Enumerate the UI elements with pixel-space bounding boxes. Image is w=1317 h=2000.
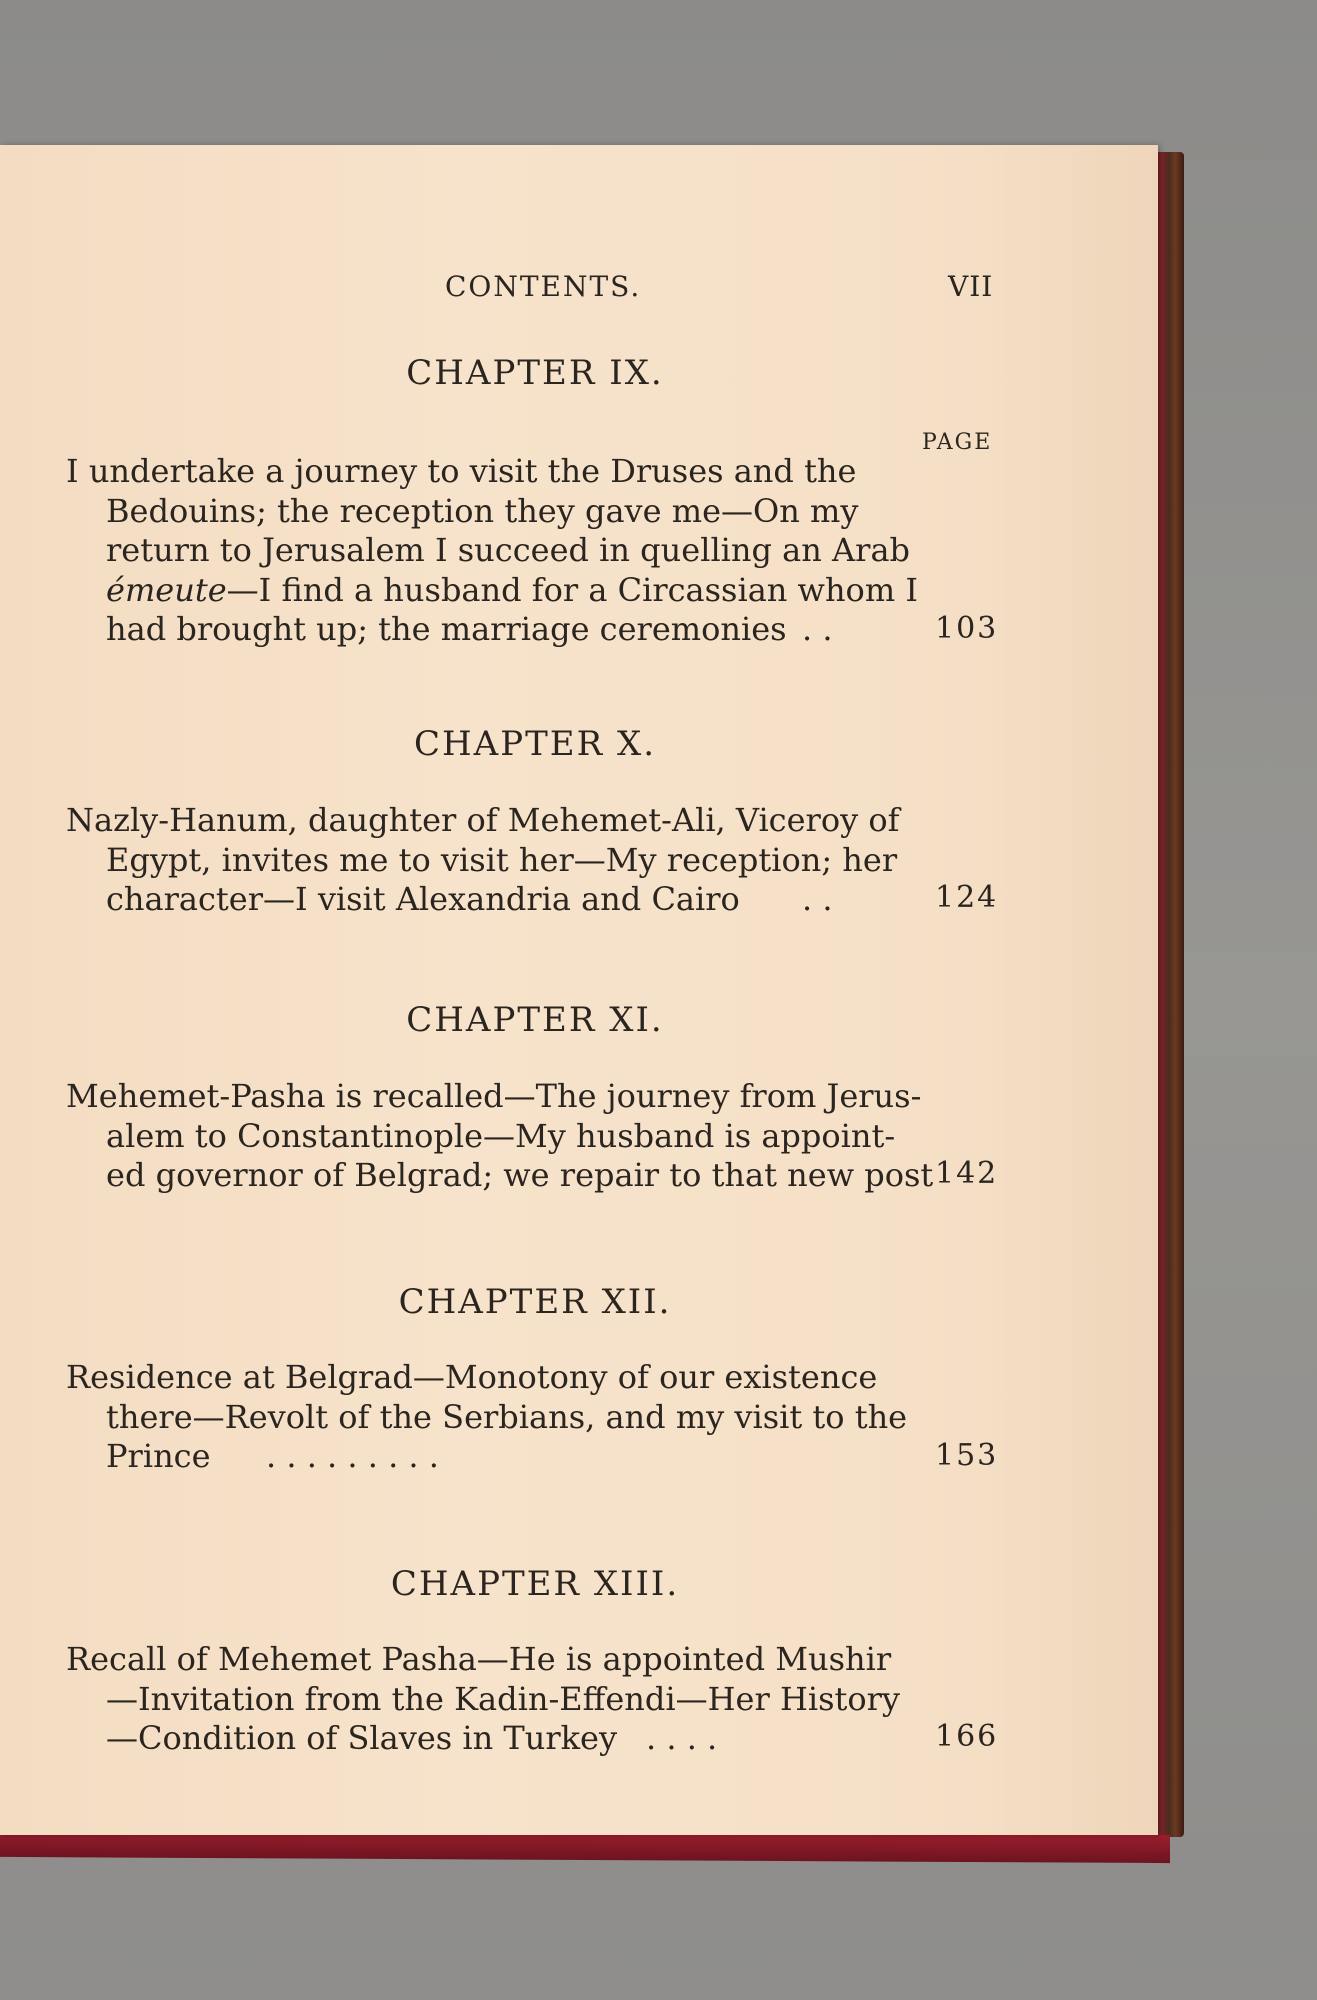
entry-line: [66, 880, 916, 920]
chapter-heading-xii: CHAPTER XII.: [398, 1282, 672, 1322]
entry-line-text: character—I visit Alexandria and Cairo: [106, 880, 740, 918]
toc-entry-xiii: [66, 1640, 916, 1759]
dot-leader: . .: [802, 880, 833, 918]
toc-entry-x: [66, 801, 916, 920]
running-title: CONTENTS.: [445, 270, 642, 303]
entry-line: I undertake a journey to visit the Druses and the: [66, 452, 857, 490]
entry-line: Mehemet-Pasha is recalled—The journey from Jerus-: [66, 1077, 922, 1115]
entry-line-text: Prince: [106, 1437, 211, 1475]
page-column-label: PAGE: [922, 430, 993, 455]
entry-line: Nazly-Hanum, daughter of Mehemet-Ali, Viceroy of: [66, 801, 900, 839]
entry-line: Egypt, invites me to visit her—My reception; her: [106, 840, 898, 879]
toc-entry-xi: [66, 1077, 934, 1196]
entry-line: ed governor of Belgrad; we repair to that new post: [106, 1156, 934, 1194]
italic-word: émeute: [106, 570, 227, 609]
entry-line: [66, 1719, 916, 1759]
entry-line: Recall of Mehemet Pasha—He is appointed Mushir: [66, 1640, 892, 1678]
entry-line-text: had brought up; the marriage ceremonies: [106, 610, 787, 648]
book-page: [0, 145, 1158, 1835]
dot-leader: . .: [802, 610, 833, 648]
page-number: VII: [948, 270, 994, 303]
entry-line: alem to Constantinople—My husband is appoint-: [106, 1116, 896, 1155]
chapter-heading-xi: CHAPTER XI.: [406, 1000, 664, 1040]
dot-leader: . . . . . . . . .: [266, 1437, 439, 1475]
entry-page-number: 153: [935, 1438, 999, 1473]
entry-line: [66, 1437, 916, 1477]
chapter-heading-xiii: CHAPTER XIII.: [390, 1564, 680, 1604]
entry-line: there—Revolt of the Serbians, and my visit to the: [106, 1397, 908, 1436]
entry-page-number: 142: [935, 1156, 999, 1191]
entry-page-number: 124: [935, 880, 999, 915]
entry-line: [66, 610, 916, 650]
toc-entry-ix: [66, 452, 916, 650]
chapter-heading-x: CHAPTER X.: [413, 724, 656, 764]
entry-line: —Invitation from the Kadin-Effendi—Her History: [106, 1679, 900, 1718]
entry-line-text: —Condition of Slaves in Turkey: [106, 1719, 618, 1757]
entry-line: Bedouins; the reception they gave me—On my: [106, 491, 859, 530]
entry-page-number: 103: [935, 611, 999, 646]
entry-line: return to Jerusalem I succeed in quelling an Arab: [106, 531, 910, 569]
dot-leader: . . . .: [646, 1719, 718, 1757]
entry-line: [66, 571, 916, 611]
page-header: [0, 270, 1158, 310]
entry-line-text: —I find a husband for a Circassian whom I: [226, 570, 918, 609]
toc-entry-xii: [66, 1358, 916, 1477]
entry-line: Residence at Belgrad—Monotony of our existence: [66, 1358, 878, 1396]
chapter-heading-ix: CHAPTER IX.: [406, 353, 664, 393]
entry-page-number: 166: [935, 1719, 999, 1754]
